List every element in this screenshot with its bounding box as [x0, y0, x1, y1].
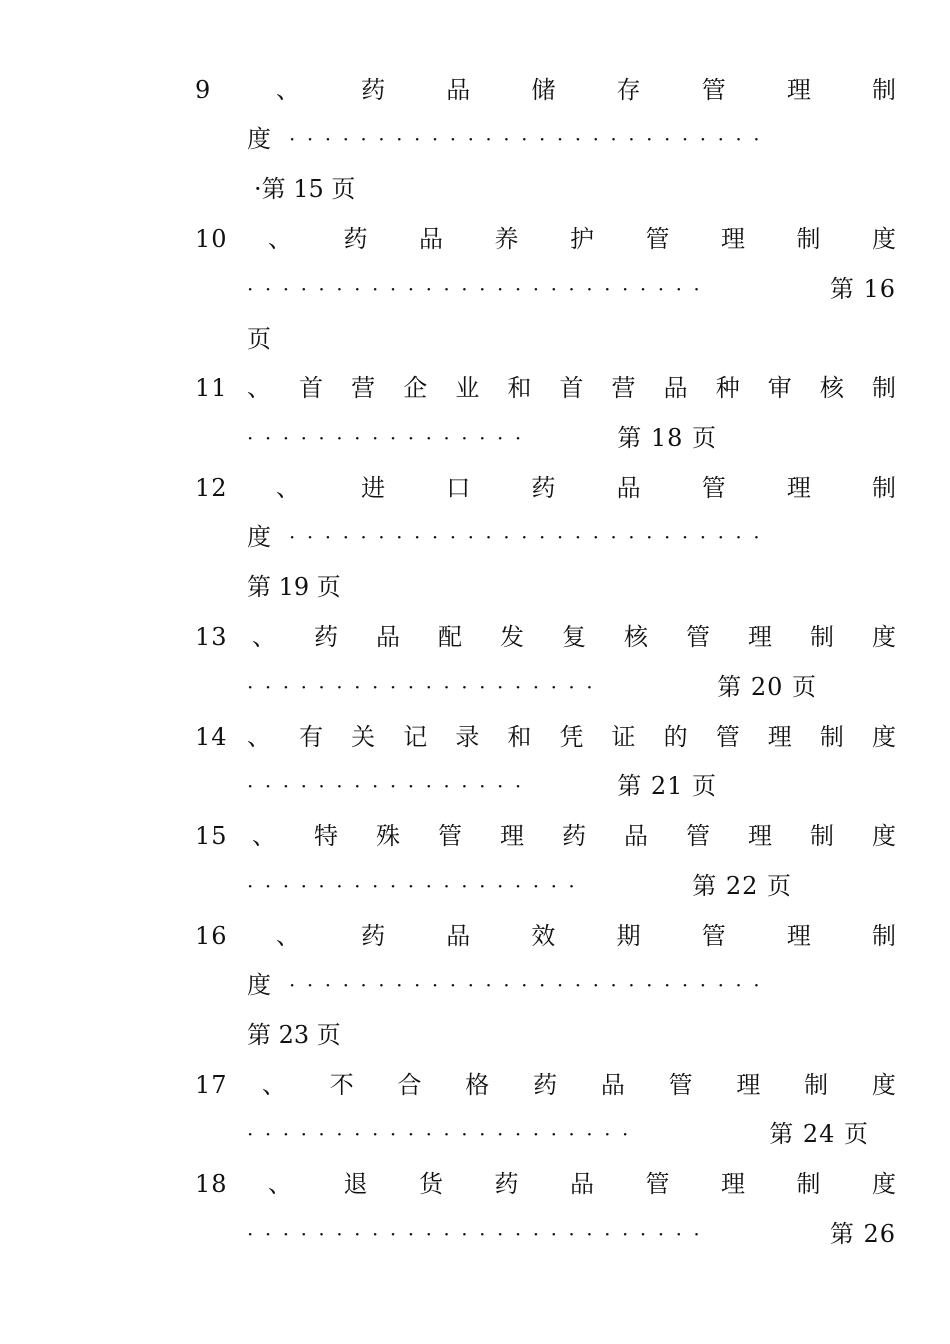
title-char: 品 [419, 225, 443, 253]
title-char: 审 [767, 374, 792, 402]
title-char: 进 [361, 474, 386, 502]
title-char: 特 [314, 822, 338, 850]
leader-dots: ·························· [247, 277, 712, 301]
title-char: 、 [262, 1071, 286, 1099]
title-char: 制 [871, 474, 896, 502]
toc-entry-number: 17 [195, 1071, 228, 1099]
title-char: 制 [796, 225, 821, 253]
title-char: 有 [299, 723, 324, 751]
title-char: 理 [786, 76, 811, 104]
title-char: 业 [455, 374, 480, 402]
title-char: 首 [559, 374, 584, 402]
title-char: 证 [611, 723, 636, 751]
toc-page-number: 第 16 [829, 275, 896, 303]
leader-dots: ·························· [247, 1222, 712, 1246]
toc-page-number: 第 20 页 [717, 673, 817, 701]
title-char: 药 [343, 225, 368, 253]
title-char: 管 [645, 1170, 670, 1198]
title-char: 制 [819, 723, 844, 751]
title-char: 度 [872, 225, 896, 253]
title-char: 管 [438, 822, 462, 850]
title-char: 药 [494, 1170, 519, 1198]
toc-entry-number: 15 [195, 822, 228, 850]
title-tail: 度 [247, 971, 271, 999]
title-char: 格 [465, 1071, 490, 1099]
toc-page-number: 第 26 [829, 1220, 896, 1248]
title-char: 度 [872, 1170, 896, 1198]
title-char: 理 [500, 822, 524, 850]
title-char: 制 [796, 1170, 821, 1198]
toc-leader-line [247, 522, 896, 552]
toc-leader-line [247, 871, 792, 901]
title-char: 企 [403, 374, 428, 402]
title-char: 、 [252, 623, 276, 651]
title-char: 理 [786, 474, 811, 502]
title-char: 殊 [376, 822, 400, 850]
title-char: 养 [494, 225, 519, 253]
title-char: 复 [562, 623, 586, 651]
toc-entry-number: 9 [195, 76, 212, 104]
title-char: 凭 [559, 723, 584, 751]
leader-dots: ···················· [247, 675, 605, 699]
title-char: 核 [819, 374, 844, 402]
toc-leader-line [247, 124, 896, 154]
title-char: 核 [624, 623, 648, 651]
title-char: 品 [624, 822, 648, 850]
title-char: 度 [871, 1071, 896, 1099]
title-char: 不 [329, 1071, 354, 1099]
title-char: 种 [715, 374, 740, 402]
title-char: 、 [268, 225, 292, 253]
title-char: 储 [531, 76, 556, 104]
title-char: 药 [361, 922, 386, 950]
title-tail: 度 [247, 125, 271, 153]
title-char: 药 [531, 474, 556, 502]
title-char: 、 [276, 76, 300, 104]
title-char: 、 [268, 1170, 292, 1198]
title-char: 理 [748, 822, 772, 850]
leader-dots: ······················ [247, 1122, 640, 1146]
toc-page-number-tail: 页 [247, 325, 271, 353]
title-char: 制 [804, 1071, 829, 1099]
toc-leader-line [247, 274, 896, 304]
title-tail: 度 [247, 523, 271, 551]
title-char: 管 [686, 822, 710, 850]
title-char: 管 [701, 922, 726, 950]
toc-leader-line [247, 1119, 869, 1149]
toc-page-number: 第 22 页 [692, 872, 792, 900]
toc-entry-number: 18 [195, 1170, 228, 1198]
title-char: 存 [616, 76, 641, 104]
toc-entry-title[interactable] [276, 473, 896, 503]
title-char: 营 [611, 374, 636, 402]
title-char: 品 [663, 374, 688, 402]
title-char: 营 [351, 374, 376, 402]
title-char: 记 [403, 723, 428, 751]
title-char: 药 [314, 623, 338, 651]
title-text [276, 75, 896, 105]
toc-leader-line [247, 970, 896, 1000]
title-char: 理 [786, 922, 811, 950]
leader-dots: ··························· [289, 973, 772, 997]
toc-entry-title[interactable] [247, 722, 896, 752]
title-char [240, 75, 248, 105]
leader-dots: ················ [247, 774, 533, 798]
title-char: 的 [663, 723, 688, 751]
toc-entry-title[interactable] [262, 1070, 896, 1100]
title-char: 理 [721, 225, 745, 253]
toc-leader-line [247, 672, 817, 702]
toc-page-number: ·第 15 页 [254, 175, 356, 203]
toc-page-number: 第 24 页 [769, 1120, 869, 1148]
title-char: 录 [455, 723, 480, 751]
title-char: 管 [668, 1071, 693, 1099]
toc-entry-number: 13 [195, 623, 228, 651]
title-char: 首 [299, 374, 324, 402]
toc-entry-title[interactable] [240, 75, 896, 105]
toc-page-number: 第 21 页 [617, 772, 717, 800]
title-char: 管 [701, 474, 726, 502]
title-char: 、 [276, 922, 300, 950]
title-char: 度 [872, 822, 896, 850]
leader-dots: ··························· [289, 525, 772, 549]
title-char: 品 [600, 1071, 625, 1099]
title-char: 护 [570, 225, 594, 253]
toc-page-number: 第 18 页 [617, 424, 717, 452]
title-char: 品 [446, 76, 471, 104]
title-char: 和 [507, 374, 532, 402]
title-char: 合 [397, 1071, 422, 1099]
title-char: 理 [767, 723, 792, 751]
title-char: 关 [351, 723, 376, 751]
toc-entry-title[interactable] [276, 921, 896, 951]
toc-entry-title[interactable] [252, 622, 896, 652]
title-char: 药 [533, 1071, 558, 1099]
title-char: 品 [570, 1170, 594, 1198]
toc-entry-number: 11 [195, 374, 228, 402]
title-char: 管 [715, 723, 740, 751]
title-char: 和 [507, 723, 532, 751]
toc-page-number: 第 23 页 [247, 1021, 341, 1049]
title-char: 、 [247, 374, 271, 402]
toc-entry-number: 14 [195, 723, 228, 751]
title-char: 货 [419, 1170, 443, 1198]
title-char: 、 [276, 474, 300, 502]
title-char: 理 [748, 623, 772, 651]
title-char: 配 [438, 623, 462, 651]
toc-leader-line [247, 771, 717, 801]
leader-dots: ················ [247, 426, 533, 450]
title-char: 药 [361, 76, 386, 104]
title-char: 制 [871, 922, 896, 950]
title-char: 药 [562, 822, 586, 850]
leader-dots: ··················· [247, 874, 587, 898]
toc-entry-number: 10 [195, 225, 228, 253]
title-char: 效 [531, 922, 556, 950]
title-char: 制 [871, 374, 896, 402]
title-char: 度 [872, 623, 896, 651]
title-char: 管 [645, 225, 670, 253]
title-char: 制 [871, 76, 896, 104]
title-char: 期 [616, 922, 641, 950]
toc-entry-title[interactable] [268, 1169, 896, 1199]
title-char: 品 [376, 623, 400, 651]
title-char: 、 [252, 822, 276, 850]
toc-entry-title[interactable] [247, 373, 896, 403]
title-char: 、 [247, 723, 271, 751]
toc-leader-line [247, 1219, 896, 1249]
title-char: 度 [871, 723, 896, 751]
toc-entry-title[interactable] [268, 224, 896, 254]
title-char: 制 [810, 623, 834, 651]
leader-dots: ··························· [289, 127, 772, 151]
title-char: 理 [721, 1170, 745, 1198]
title-char: 制 [810, 822, 834, 850]
toc-entry-title[interactable] [252, 821, 896, 851]
title-char: 发 [500, 623, 524, 651]
title-char: 退 [343, 1170, 368, 1198]
title-char: 理 [736, 1071, 761, 1099]
title-char: 品 [446, 922, 471, 950]
title-char: 品 [616, 474, 641, 502]
title-char: 口 [446, 474, 471, 502]
toc-entry-number: 12 [195, 474, 228, 502]
toc-page-number: 第 19 页 [247, 573, 341, 601]
title-char: 管 [701, 76, 726, 104]
toc-entry-number: 16 [195, 922, 228, 950]
toc-leader-line [247, 423, 717, 453]
title-char: 管 [686, 623, 710, 651]
